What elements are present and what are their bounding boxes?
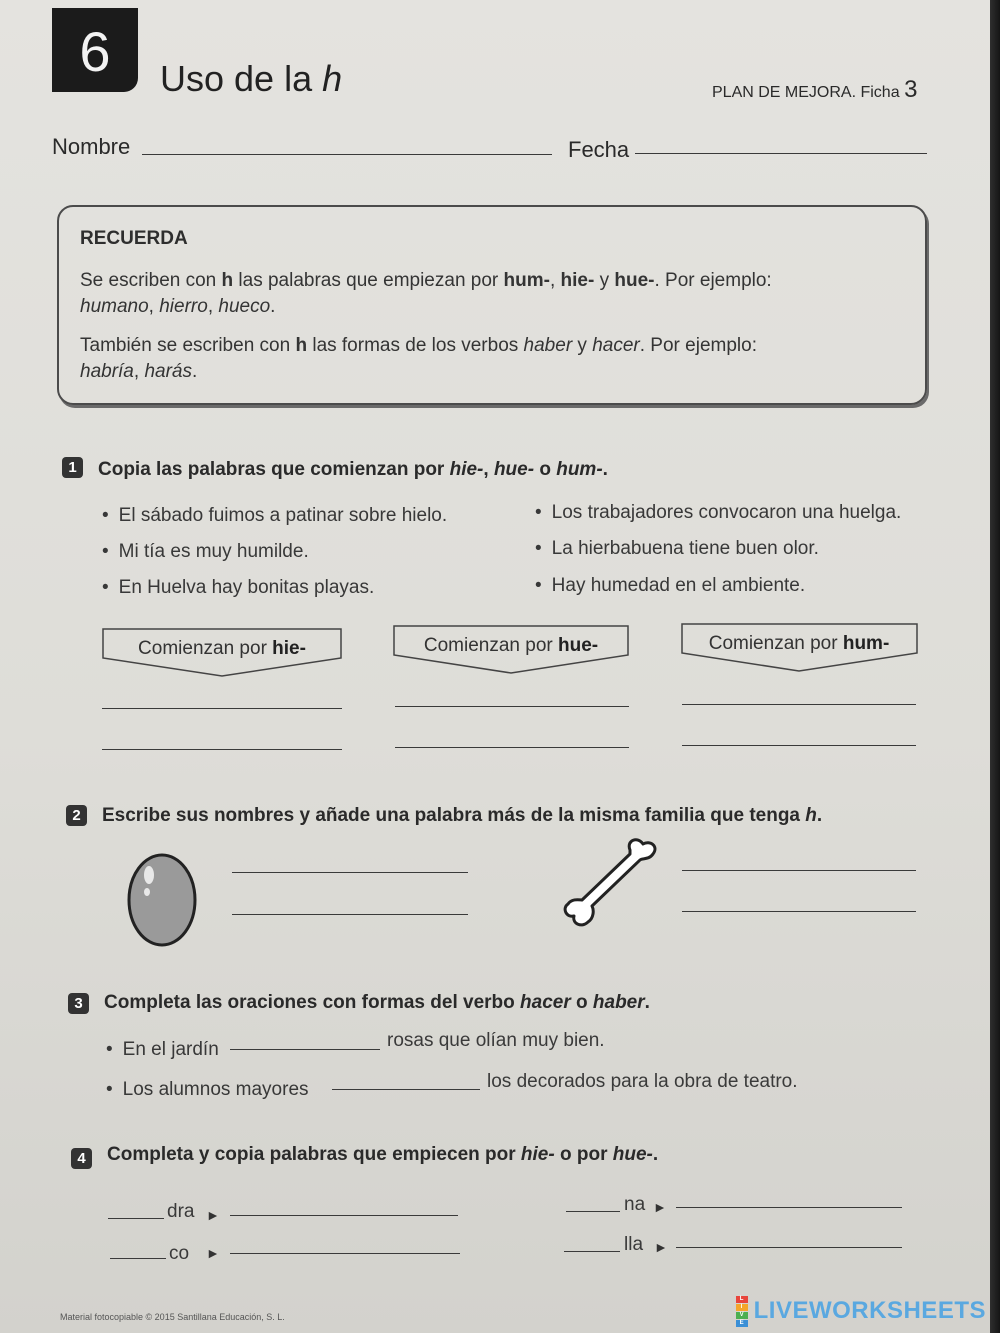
- arrow-icon: ►: [206, 1245, 220, 1261]
- fragment-dra: dra: [167, 1201, 195, 1222]
- question-2-instruction: Escribe sus nombres y añade una palabra más de la misma familia que tenga h.: [102, 805, 823, 826]
- question-3-number: 3: [68, 993, 89, 1014]
- egg-icon: [124, 848, 200, 948]
- answer-line-hum-2[interactable]: [682, 745, 916, 746]
- fragment-na: na: [624, 1194, 646, 1215]
- arrow-icon: ►: [653, 1199, 667, 1215]
- question-4-number: 4: [71, 1148, 92, 1169]
- prefix-blank-lla[interactable]: [564, 1251, 620, 1252]
- sentence-left-3: • En Huelva hay bonitas playas.: [102, 577, 374, 599]
- prefix-blank-dra[interactable]: [108, 1218, 164, 1219]
- date-label: Fecha: [568, 137, 630, 162]
- date-field[interactable]: [635, 153, 927, 154]
- sentence-right-1: • Los trabajadores convocaron una huelga.: [535, 502, 901, 524]
- egg-name-line[interactable]: [232, 872, 468, 873]
- liveworksheets-logo-icon: L I V E: [736, 1296, 748, 1327]
- plan-label: PLAN DE MEJORA. Ficha 3: [712, 76, 918, 103]
- liveworksheets-watermark: LIVEWORKSHEETS: [753, 1297, 986, 1324]
- recuerda-paragraph-1: Se escriben con h las palabras que empiezan por hum-, hie- y hue-. Por ejemplo: humano, hierro, hueco.: [80, 270, 772, 317]
- tag-hue: Comienzan por hue-: [393, 625, 633, 685]
- sentence-right-2: • La hierbabuena tiene buen olor.: [535, 538, 819, 560]
- page-title: Uso de la h: [160, 58, 343, 99]
- egg-family-line[interactable]: [232, 914, 468, 915]
- copy-line-co[interactable]: [230, 1253, 460, 1254]
- recuerda-paragraph-2: También se escriben con h las formas de los verbos haber y hacer. Por ejemplo: habría, harás.: [80, 335, 757, 382]
- copyright-footer: Material fotocopiable © 2015 Santillana Educación, S. L.: [60, 1312, 285, 1322]
- sentence-left-2: • Mi tía es muy humilde.: [102, 541, 309, 563]
- sentence-3-1-blank[interactable]: [230, 1049, 380, 1050]
- copy-line-lla[interactable]: [676, 1247, 902, 1248]
- bone-icon: [560, 838, 664, 932]
- prefix-blank-na[interactable]: [566, 1211, 620, 1212]
- name-label: Nombre: [52, 134, 131, 159]
- name-field[interactable]: [142, 154, 552, 155]
- answer-line-hue-1[interactable]: [395, 706, 629, 707]
- prefix-blank-co[interactable]: [110, 1258, 166, 1259]
- title-letter: h: [322, 58, 343, 99]
- answer-line-hum-1[interactable]: [682, 704, 916, 705]
- question-4-instruction: Completa y copia palabras que empiecen por hie- o por hue-.: [107, 1144, 659, 1165]
- question-1-number: 1: [62, 457, 83, 478]
- copy-line-dra[interactable]: [230, 1215, 458, 1216]
- sentence-3-1-start: • En el jardín: [106, 1039, 219, 1061]
- recuerda-title: RECUERDA: [80, 228, 188, 249]
- sentence-3-2-blank[interactable]: [332, 1089, 480, 1090]
- liveworksheets-logo: [736, 1296, 986, 1326]
- question-2-number: 2: [66, 805, 87, 826]
- sentence-left-1: • El sábado fuimos a patinar sobre hielo.: [102, 505, 447, 527]
- tag-hie: Comienzan por hie-: [102, 628, 342, 688]
- arrow-icon: ►: [654, 1239, 668, 1255]
- answer-line-hie-1[interactable]: [102, 708, 342, 709]
- arrow-icon: ►: [206, 1207, 220, 1223]
- question-3-instruction: Completa las oraciones con formas del verbo hacer o haber.: [104, 992, 650, 1013]
- fragment-lla: lla: [624, 1234, 644, 1255]
- bone-name-line[interactable]: [682, 870, 916, 871]
- sentence-3-2-end: los decorados para la obra de teatro.: [487, 1071, 798, 1092]
- answer-line-hie-2[interactable]: [102, 749, 342, 750]
- answer-line-hue-2[interactable]: [395, 747, 629, 748]
- unit-number-badge: 6: [52, 8, 138, 92]
- page-edge-shadow: [990, 0, 1000, 1333]
- copy-line-na[interactable]: [676, 1207, 902, 1208]
- tag-hum: Comienzan por hum-: [681, 623, 921, 683]
- plan-number: 3: [904, 76, 918, 103]
- fragment-co: co: [169, 1243, 190, 1264]
- question-1-instruction: Copia las palabras que comienzan por hie-, hue- o hum-.: [98, 459, 608, 480]
- sentence-3-1-end: rosas que olían muy bien.: [387, 1030, 605, 1051]
- sentence-3-2-start: • Los alumnos mayores: [106, 1079, 309, 1101]
- bone-family-line[interactable]: [682, 911, 916, 912]
- sentence-right-3: • Hay humedad en el ambiente.: [535, 575, 805, 597]
